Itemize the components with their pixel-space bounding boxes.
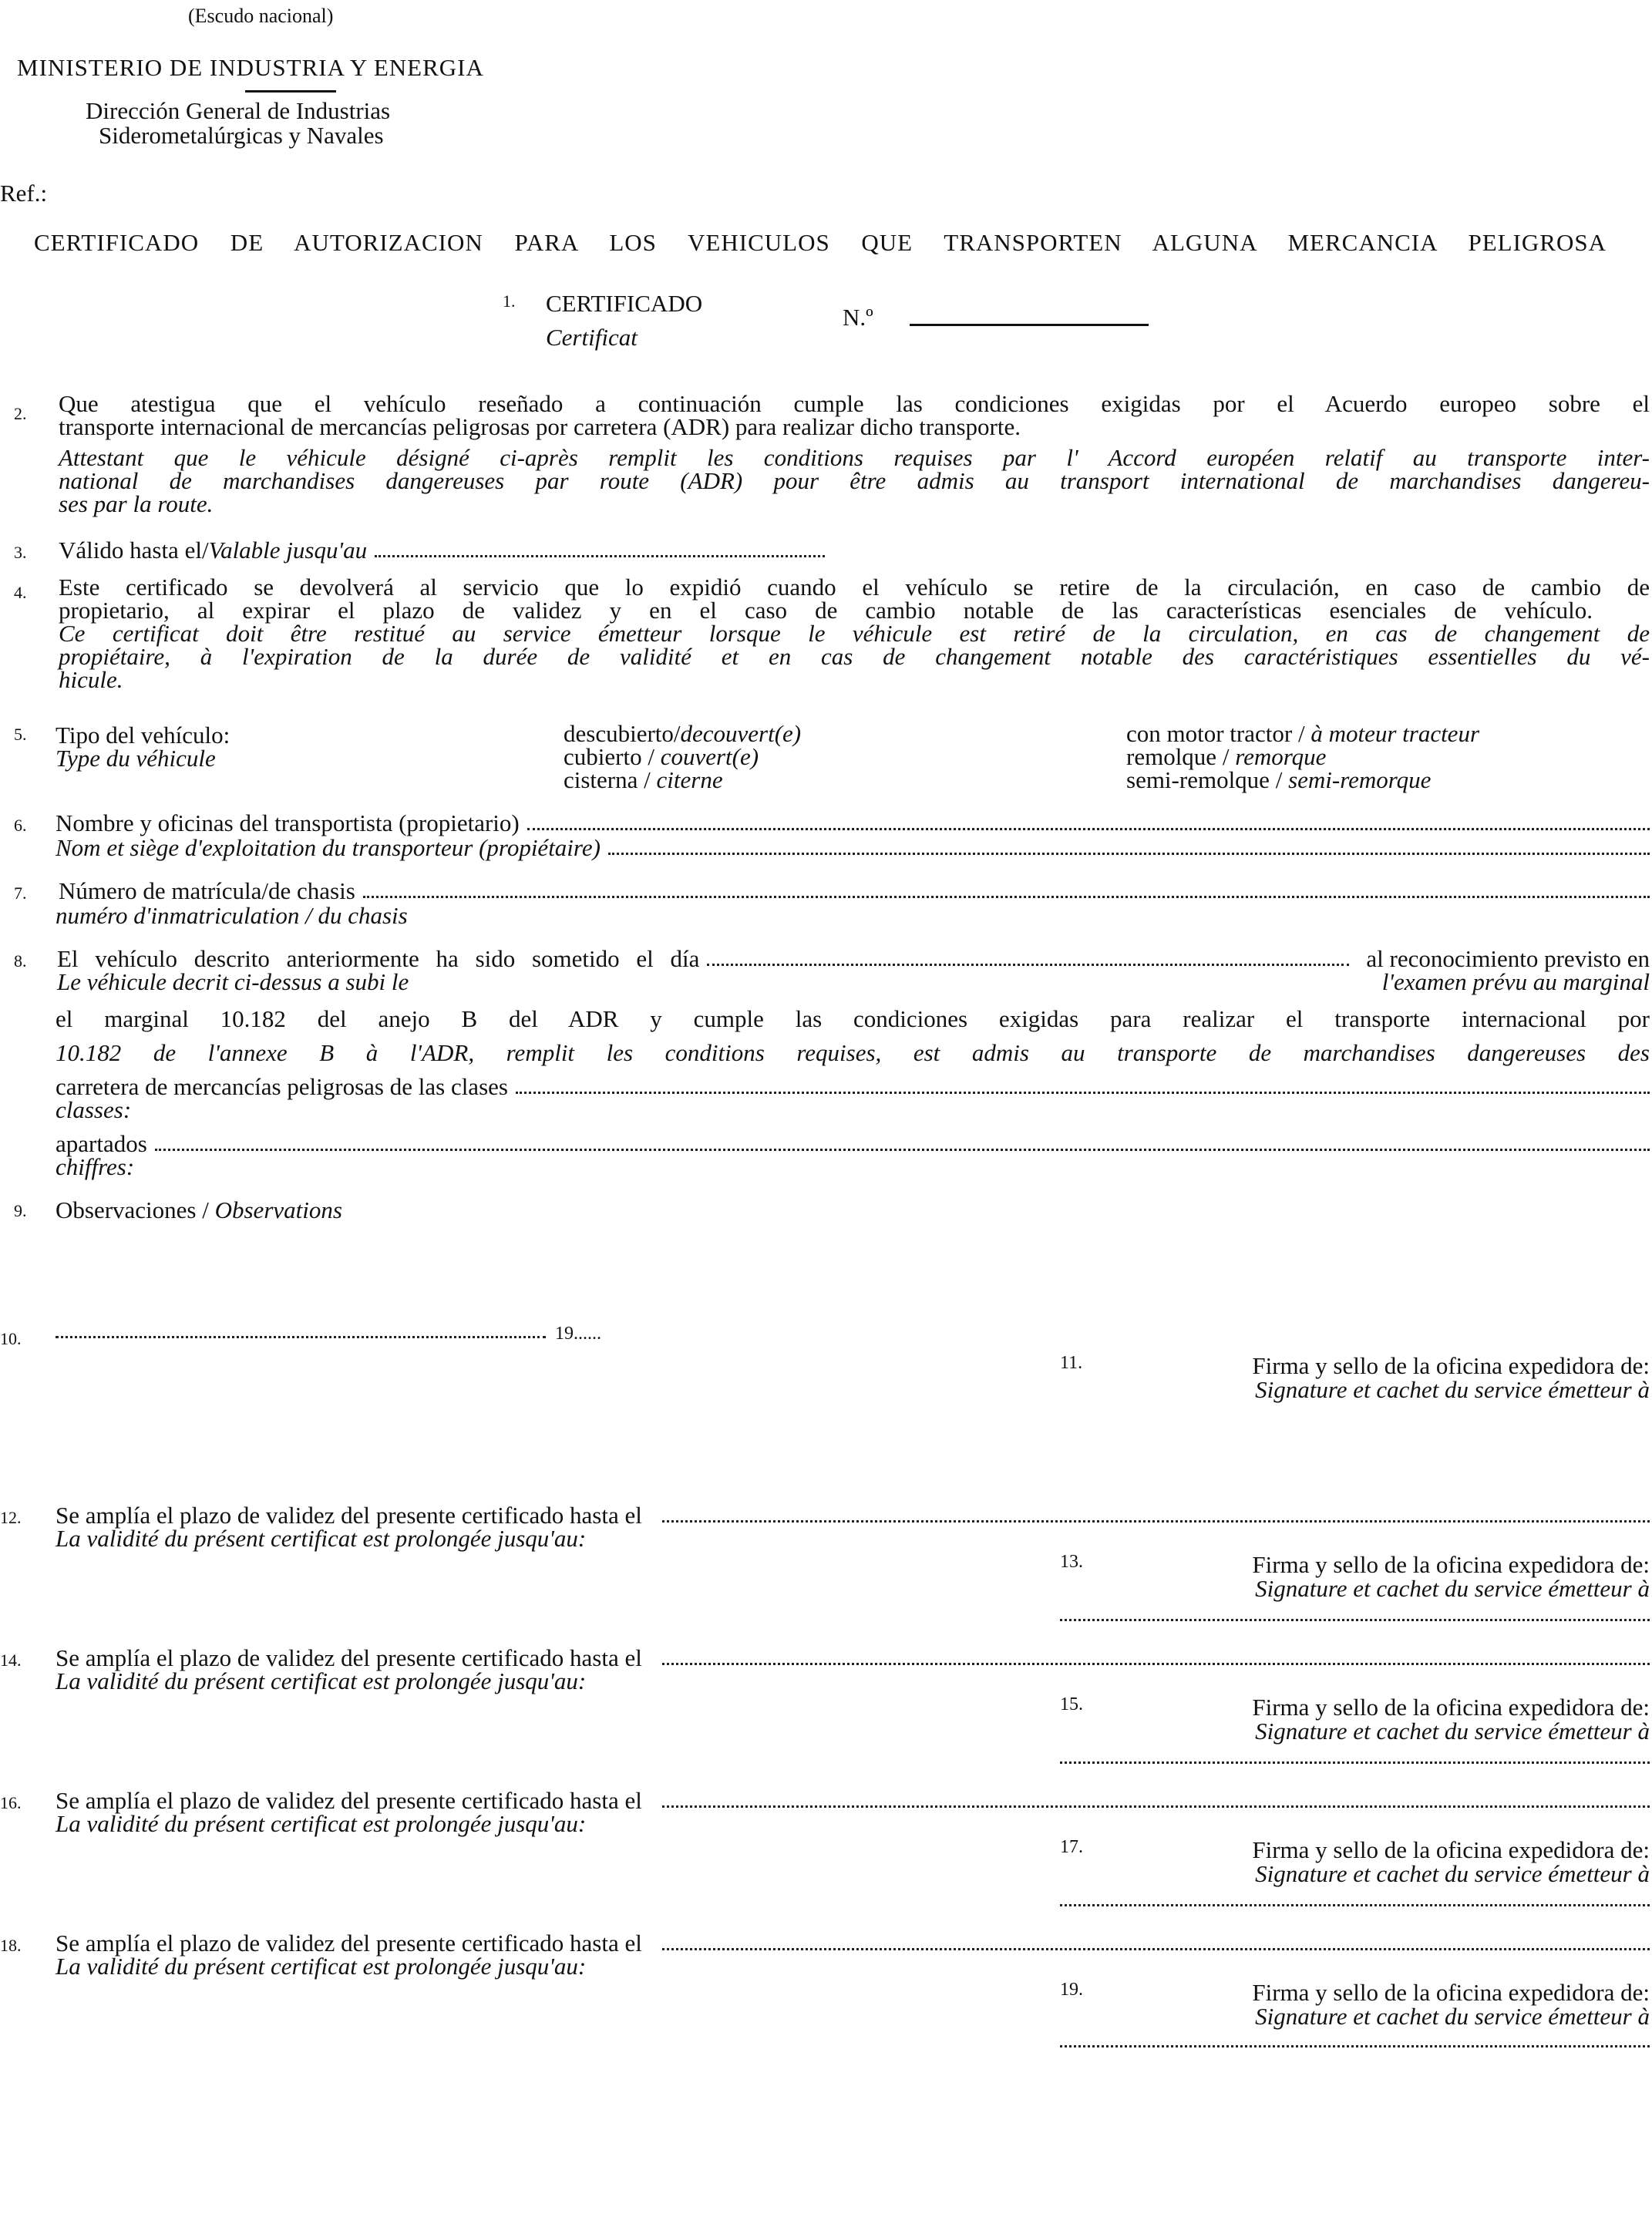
extension-date-field[interactable]: [56, 1646, 1650, 1670]
option-semitrailer-es: semi-remolque /: [1126, 766, 1289, 793]
sections-label-fr: chiffres:: [56, 1153, 135, 1180]
signature-dotted-line[interactable]: [1060, 2045, 1650, 2047]
extension-label: Se amplía el plazo de validez del presente certificado hasta el: [56, 1644, 642, 1671]
valid-until-dotted-line: [375, 555, 825, 557]
signature-label-fr: Signature et cachet du service émetteur à: [1255, 1376, 1650, 1403]
signature-dotted-line[interactable]: [1060, 1904, 1650, 1906]
extension-label-fr: La validité du présent certificat est prolongée jusqu'au:: [56, 1810, 587, 1837]
vehicle-type-label-fr: Type du véhicule: [56, 745, 216, 772]
certificate-label-fr: Certificat: [546, 324, 638, 351]
item2-es-line1: Que atestigua que el vehículo reseñado a continuación cumple las condiciones exigidas por el Acuerdo europeo sobre el: [59, 390, 1650, 417]
carrier-name-dotted-line-fr: [608, 853, 1650, 855]
carrier-name-label-fr: Nom et siège d'exploitation du transporteur (propiétaire): [56, 834, 601, 861]
option-semitrailer-fr: semi-remorque: [1288, 766, 1432, 793]
registration-dotted-line: [363, 896, 1650, 898]
escudo-note: (Escudo nacional): [188, 5, 334, 27]
signature-label-fr: Signature et cachet du service émetteur à: [1255, 1718, 1650, 1745]
sections-label: apartados: [56, 1130, 147, 1157]
extension-label-fr: La validité du présent certificat est prolongée jusqu'au:: [56, 1953, 587, 1980]
item-number: 8.: [14, 951, 27, 971]
year-prefix: 19......: [555, 1324, 601, 1344]
option-tank[interactable]: [564, 768, 723, 792]
inspection-date-field[interactable]: [57, 947, 1650, 971]
inspection-line2-es: el marginal 10.182 del anejo B del ADR y cumple las condiciones exigidas para realizar el transporte internacional por: [56, 1005, 1650, 1032]
extension-label-fr: La validité du présent certificat est prolongée jusqu'au:: [56, 1667, 587, 1694]
header-rule: [245, 90, 336, 93]
inspection-line1-fr-end: l'examen prévu au marginal: [1381, 968, 1650, 995]
signature-dotted-line[interactable]: [1060, 1761, 1650, 1764]
extension-dotted-line: [662, 1520, 1650, 1523]
inspection-line1-es-end: al reconocimiento previsto en: [1366, 945, 1650, 972]
item4-es-line1: Este certificado se devolverá al servicio que lo expidió cuando el vehículo se retire de la circulación, en caso de cambio de: [59, 574, 1650, 601]
option-open-es: descubierto/: [564, 720, 681, 747]
registration-field[interactable]: [59, 879, 1650, 903]
item-number: 16.: [0, 1793, 22, 1812]
item-number: 7.: [14, 883, 27, 903]
classes-field[interactable]: [56, 1075, 1650, 1099]
option-trailer-es: remolque /: [1126, 743, 1236, 770]
item-number: 2.: [14, 404, 27, 423]
signature-number: 11.: [1060, 1353, 1083, 1373]
item2-fr-line2: national de marchandises dangereuses par route (ADR) pour être admis au transport international de marchandises dangereu-: [59, 467, 1650, 494]
valid-until-field[interactable]: [59, 538, 825, 562]
option-tank-fr: citerne: [656, 766, 723, 793]
item2-fr-line1: Attestant que le véhicule désigné ci-après remplit les conditions requises par l' Accord européen relatif au transporte inter-: [59, 444, 1650, 471]
place-date-field[interactable]: [56, 1324, 601, 1343]
signature-label-fr: Signature et cachet du service émetteur à: [1255, 2003, 1650, 2030]
signature-number: 13.: [1060, 1552, 1083, 1572]
item2-fr-line3: ses par la route.: [59, 490, 214, 517]
signature-number: 15.: [1060, 1694, 1083, 1714]
signature-block-11: [1060, 1354, 1650, 1401]
extension-signature-block: [1060, 1553, 1650, 1600]
ministry-name: MINISTERIO DE INDUSTRIA Y ENERGIA: [17, 54, 484, 81]
valid-until-label-fr: Valable jusqu'au: [208, 537, 368, 564]
observations-label-es: Observaciones /: [56, 1196, 215, 1223]
signature-dotted-line[interactable]: [1060, 1619, 1650, 1621]
observations-label: [56, 1198, 342, 1222]
item-number: 9.: [14, 1201, 27, 1220]
extension-dotted-line: [662, 1805, 1650, 1808]
extension-label-fr: La validité du présent certificat est prolongée jusqu'au:: [56, 1525, 587, 1552]
extension-signature-block: [1060, 1838, 1650, 1886]
signature-number: 17.: [1060, 1837, 1083, 1857]
signature-label-fr: Signature et cachet du service émetteur à: [1255, 1575, 1650, 1602]
signature-label: Firma y sello de la oficina expedidora de:: [1252, 1352, 1650, 1379]
item2-es-line2: transporte internacional de mercancías peligrosas por carretera (ADR) para realizar dicho transporte.: [59, 413, 1021, 440]
signature-label: Firma y sello de la oficina expedidora de:: [1252, 1979, 1650, 2006]
option-covered-fr: couvert(e): [660, 743, 759, 770]
carrier-name-dotted-line: [527, 828, 1650, 830]
option-trailer[interactable]: [1126, 745, 1326, 769]
extension-label: Se amplía el plazo de validez del presente certificado hasta el: [56, 1930, 642, 1957]
extension-date-field[interactable]: [56, 1931, 1650, 1955]
observations-area[interactable]: [56, 1227, 1650, 1312]
certificate-label: CERTIFICADO: [546, 290, 703, 317]
inspection-line2-fr: 10.182 de l'annexe B à l'ADR, remplit les conditions requises, est admis au transporte de marchandises dangereuses des: [56, 1039, 1650, 1066]
item-number: 10.: [0, 1329, 22, 1348]
sections-dotted-line: [155, 1149, 1650, 1151]
place-dotted-line: [56, 1336, 546, 1338]
registration-label: Número de matrícula/de chasis: [59, 877, 355, 904]
extension-label: Se amplía el plazo de validez del presente certificado hasta el: [56, 1502, 642, 1529]
signature-label-fr: Signature et cachet du service émetteur à: [1255, 1860, 1650, 1887]
option-open-fr: decouvert(e): [680, 720, 802, 747]
extension-date-field[interactable]: [56, 1503, 1650, 1527]
inspection-line1-fr: Le véhicule decrit ci-dessus a subi le: [57, 968, 409, 995]
option-tractor[interactable]: [1126, 722, 1479, 745]
classes-label: carretera de mercancías peligrosas de las clases: [56, 1073, 508, 1100]
option-tractor-es: con motor tractor /: [1126, 720, 1311, 747]
signature-label: Firma y sello de la oficina expedidora de:: [1252, 1694, 1650, 1721]
valid-until-label: Válido hasta el/: [59, 537, 209, 564]
item-number: 14.: [0, 1650, 22, 1670]
vehicle-type-label: Tipo del vehículo:: [56, 722, 230, 749]
registration-label-fr: numéro d'inmatriculation / du chasis: [56, 902, 408, 929]
option-trailer-fr: remorque: [1235, 743, 1327, 770]
option-tank-es: cisterna /: [564, 766, 657, 793]
number-label: N.º: [843, 304, 873, 331]
document-title: CERTIFICADO DE AUTORIZACION PARA LOS VEHICULOS QUE TRANSPORTEN ALGUNA MERCANCIA PELIGROSA: [34, 229, 1607, 256]
ref-label: Ref.:: [0, 180, 48, 207]
item-number: 18.: [0, 1936, 22, 1955]
item-number: 6.: [14, 816, 27, 835]
carrier-name-field[interactable]: [56, 811, 1650, 835]
extension-signature-block: [1060, 1695, 1650, 1743]
signature-label: Firma y sello de la oficina expedidora de:: [1252, 1551, 1650, 1578]
directorate-line-2: Siderometalúrgicas y Navales: [99, 122, 384, 149]
directorate-line-1: Dirección General de Industrias: [86, 97, 391, 124]
item-number: 1.: [503, 291, 516, 311]
option-covered-es: cubierto /: [564, 743, 661, 770]
item-number: 5.: [14, 725, 27, 744]
option-open[interactable]: [564, 722, 801, 745]
inspection-date-dotted-line: [707, 964, 1349, 966]
signature-number: 19.: [1060, 1980, 1083, 2000]
item4-fr-line3: hicule.: [59, 666, 123, 693]
extension-signature-block: [1060, 1980, 1650, 2028]
option-covered[interactable]: [564, 745, 759, 769]
extension-label: Se amplía el plazo de validez del presente certificado hasta el: [56, 1787, 642, 1814]
carrier-name-label: Nombre y oficinas del transportista (propietario): [56, 809, 520, 836]
classes-label-fr: classes:: [56, 1096, 132, 1123]
option-tractor-fr: à moteur tracteur: [1310, 720, 1480, 747]
classes-dotted-line: [516, 1092, 1650, 1094]
item4-fr-line2: propiétaire, à l'expiration de la durée de validité et en cas de changement notable des caractéristiques essentielles du vé-: [59, 643, 1650, 670]
item-number: 4.: [14, 583, 27, 602]
item-number: 12.: [0, 1508, 22, 1527]
extension-dotted-line: [662, 1948, 1650, 1950]
carrier-name-field-fr[interactable]: [56, 836, 1650, 860]
extension-date-field[interactable]: [56, 1788, 1650, 1812]
certificate-number-field[interactable]: [910, 324, 1149, 326]
inspection-line1-es: El vehículo descrito anteriormente ha sido sometido el día: [57, 945, 700, 972]
extension-dotted-line: [662, 1663, 1650, 1665]
observations-label-fr: Observations: [214, 1196, 342, 1223]
sections-field[interactable]: [56, 1132, 1650, 1156]
signature-label: Firma y sello de la oficina expedidora de:: [1252, 1836, 1650, 1863]
item-number: 3.: [14, 543, 27, 562]
item4-es-line2: propietario, al expirar el plazo de validez y en el caso de cambio notable de las características esenciales de vehículo.: [59, 597, 1593, 624]
item4-fr-line1: Ce certificat doit être restitué au service émetteur lorsque le véhicule est retiré de la circulation, en cas de changement de: [59, 620, 1650, 647]
option-semitrailer[interactable]: [1126, 768, 1431, 792]
